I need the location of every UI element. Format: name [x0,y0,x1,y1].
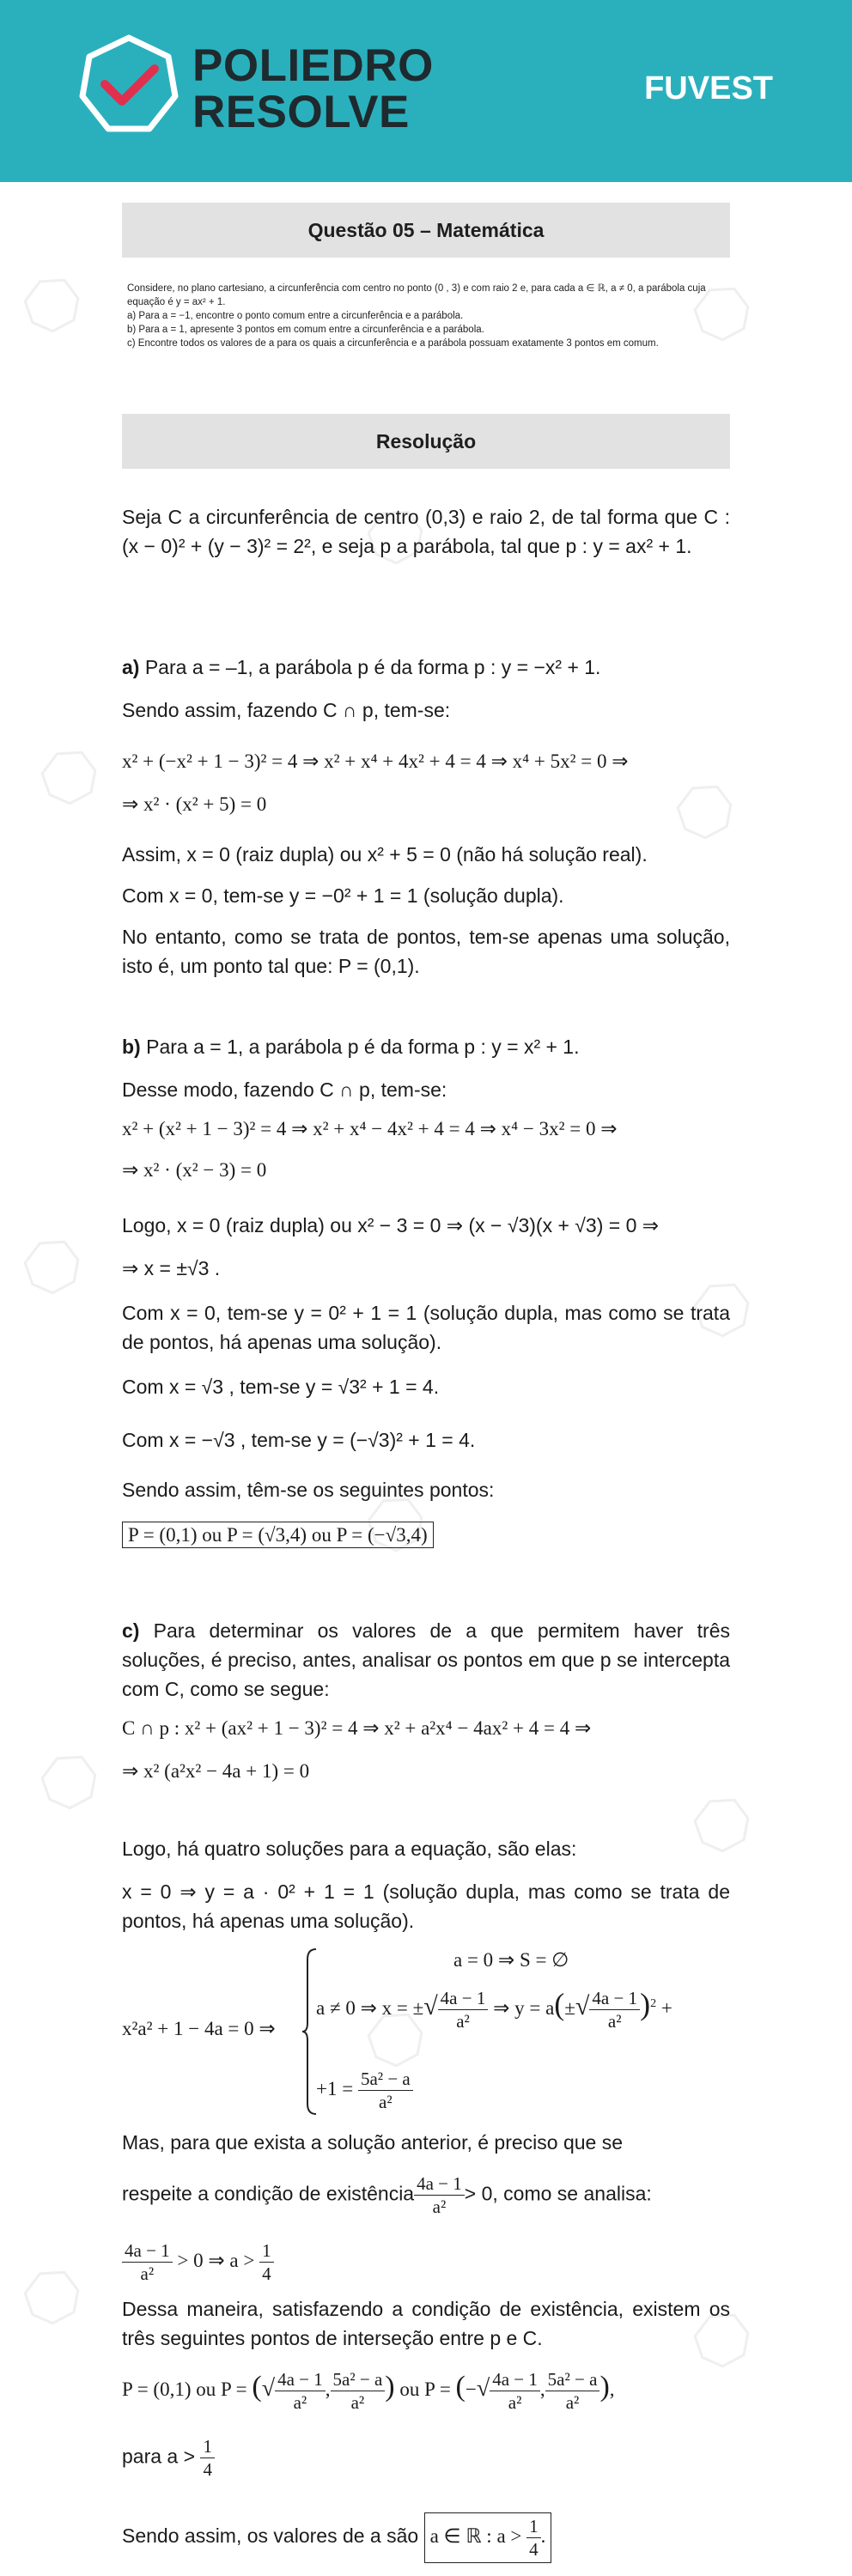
condition-frac: $\frac{4a - 1}{\text{a²}}$ [414,2172,465,2218]
case-2-x: a ≠ 0 ⇒ x = ± [316,1996,424,2019]
case-2-frac-x: $\frac{4a - 1}{\text{a²}}$ [438,1987,489,2032]
part-b-line-4: ⇒ x = ±√3 . [122,1257,221,1279]
question-title: Questão 05 – Matemática [122,203,730,258]
part-c-system-case-2: a ≠ 0 ⇒ x = ±√ $\frac{4a - 1}{\text{a²}}$ ⇒ y = a(±√ $\frac{4a - 1}{\text{a²}}$ )$^2$ + [316,1986,672,2032]
question-statement [127,282,728,350]
final-text: Sendo assim, os valores de a são [122,2524,419,2547]
part-c-points: P = (0,1) ou P = (√ $\frac{4a - 1}{\text{a²}}$ , $\frac{\text{5a² − a}}{\text{a²}}$ ) ou P = (−√ $\frac{4a - 1}{\text{a²}}$ , $\frac{\text{5a² − a}}{\text{a²}}$ ), [122,2369,615,2413]
resolution-intro: Seja C a circunferência de centro (0,3) e raio 2, de tal forma que C : (x − 0)² + (y − 3)² = 2², e seja p a parábola, tal que p : y = ax² + 1. [122,506,730,557]
part-b-line-2: Desse modo, fazendo C ∩ p, tem-se: [122,1078,447,1101]
part-b-line-1 [122,1032,730,1061]
poliedro-logo-icon [79,34,179,134]
part-b-label: b) [122,1036,141,1058]
part-b-boxed-answer-row [122,1520,730,1550]
statement-item-a: a) Para a = −1, encontre o ponto comum entre a circunferência e a parábola. [127,311,464,321]
case-3-label: +1 = [316,2077,354,2099]
part-c-line-6: Dessa maneira, satisfazendo a condição de existência, existem os três seguintes pontos de interseção entre p e C. [122,2298,730,2349]
part-c-text-5: respeite a condição de existência [122,2182,415,2205]
part-c-condition: $\frac{4a - 1}{\text{a²}}$ > 0 ⇒ a > $\frac{1}{4}$ [122,2239,730,2285]
part-b-line-5: Com x = 0, tem-se y = 0² + 1 = 1 (solução dupla, mas como se trata de pontos, há apenas uma solução). [122,1302,730,1353]
part-a-equation-1: x² + (−x² + 1 − 3)² = 4 ⇒ x² + x⁴ + 4x² + 4 = 4 ⇒ x⁴ + 5x² = 0 ⇒ [122,750,629,772]
part-b-equation-1: x² + (x² + 1 − 3)² = 4 ⇒ x² + x⁴ − 4x² + 4 = 4 ⇒ x⁴ − 3x² = 0 ⇒ [122,1118,618,1139]
part-b-equation-2: ⇒ x² · (x² − 3) = 0 [122,1159,267,1181]
part-c-final [122,2512,730,2563]
part-c-line-1 [122,1616,730,1704]
part-b-line-3: Logo, x = 0 (raiz dupla) ou x² − 3 = 0 ⇒ (x − √3)(x + √3) = 0 ⇒ [122,1214,660,1236]
part-c-line-5 [122,2172,730,2218]
part-a-line-5: No entanto, como se trata de pontos, tem-se apenas uma solução, isto é, um ponto tal que: P = (0,1). [122,926,730,977]
part-c-text-1: Para determinar os valores de a que permitem haver três soluções, é preciso, antes, analisar os pontos em que p se intercepta com C, como se segue: [122,1619,730,1700]
part-b-line-6: Com x = √3 , tem-se y = √3² + 1 = 4. [122,1376,440,1398]
statement-text: Considere, no plano cartesiano, a circunferência com centro no ponto (0 , 3) e com raio 2 e, para cada a ∈ ℝ, a ≠ 0, a parábola cuja equação é y = ax² + 1. [127,283,706,307]
case-2-frac-y: $\frac{4a - 1}{\text{a²}}$ [589,1987,640,2032]
part-b-boxed-answer: P = (0,1) ou P = (√3,4) ou P = (−√3,4) [122,1522,434,1548]
part-b-line-8: Sendo assim, têm-se os seguintes pontos: [122,1479,495,1501]
part-a-label: a) [122,656,140,678]
final-answer-box: a ∈ ℝ : a > $\frac{1}{4}$ . [424,2512,552,2563]
part-a-text-1: Para a = –1, a parábola p é da forma p : y = −x² + 1. [144,656,601,678]
header-banner [0,0,852,182]
part-a-line-1 [122,653,730,682]
exam-name: FUVEST [644,70,773,106]
part-c-equation-1: C ∩ p : x² + (ax² + 1 − 3)² = 4 ⇒ x² + a²x⁴ − 4ax² + 4 = 4 ⇒ [122,1717,592,1739]
part-c-line-4: Mas, para que exista a solução anterior, é preciso que se [122,2131,624,2154]
part-b-line-7: Com x = −√3 , tem-se y = (−√3)² + 1 = 4. [122,1429,476,1451]
brand-line-2: RESOLVE [192,87,410,137]
part-c-line-3: x = 0 ⇒ y = a · 0² + 1 = 1 (solução dupla, mas como se trata de pontos, há apenas uma solução). [122,1880,730,1932]
statement-item-c: c) Encontre todos os valores de a para os quais a circunferência e a parábola possuam exatamente 3 pontos em comum. [127,338,659,349]
part-c-system-left: x²a² + 1 − 4a = 0 ⇒ [122,2018,276,2039]
part-a-line-3: Assim, x = 0 (raiz dupla) ou x² + 5 = 0 (não há solução real). [122,843,648,866]
statement-item-b: b) Para a = 1, apresente 3 pontos em comum entre a circunferência e a parábola. [127,325,484,335]
part-b-text-1: Para a = 1, a parábola p é da forma p : y = x² + 1. [146,1036,580,1058]
part-c-text-5b: > 0, como se analisa: [464,2182,652,2205]
part-a-equation-2: ⇒ x² · (x² + 5) = 0 [122,793,267,815]
case-2-plus: + [660,1996,672,2019]
case-3-frac: $\frac{\text{5a² − a}}{\text{a²}}$ [358,2068,413,2113]
part-c-para: para a > $\frac{1}{4}$ [122,2435,730,2481]
part-a-line-4: Com x = 0, tem-se y = −0² + 1 = 1 (solução dupla). [122,884,564,907]
part-c-system-case-3 [316,2068,413,2113]
brand-name [192,40,434,137]
part-c-equation-2: ⇒ x² (a²x² − 4a + 1) = 0 [122,1760,310,1782]
part-c-system-case-1: a = 0 ⇒ S = ∅ [453,1949,569,1971]
part-a-line-2: Sendo assim, fazendo C ∩ p, tem-se: [122,699,451,721]
case-2-y: ⇒ y = a [493,1996,555,2019]
part-c-line-2: Logo, há quatro soluções para a equação, são elas: [122,1838,577,1860]
resolution-title: Resolução [122,414,730,469]
brand-line-1: POLIEDRO [192,40,434,91]
part-c-label: c) [122,1619,140,1642]
